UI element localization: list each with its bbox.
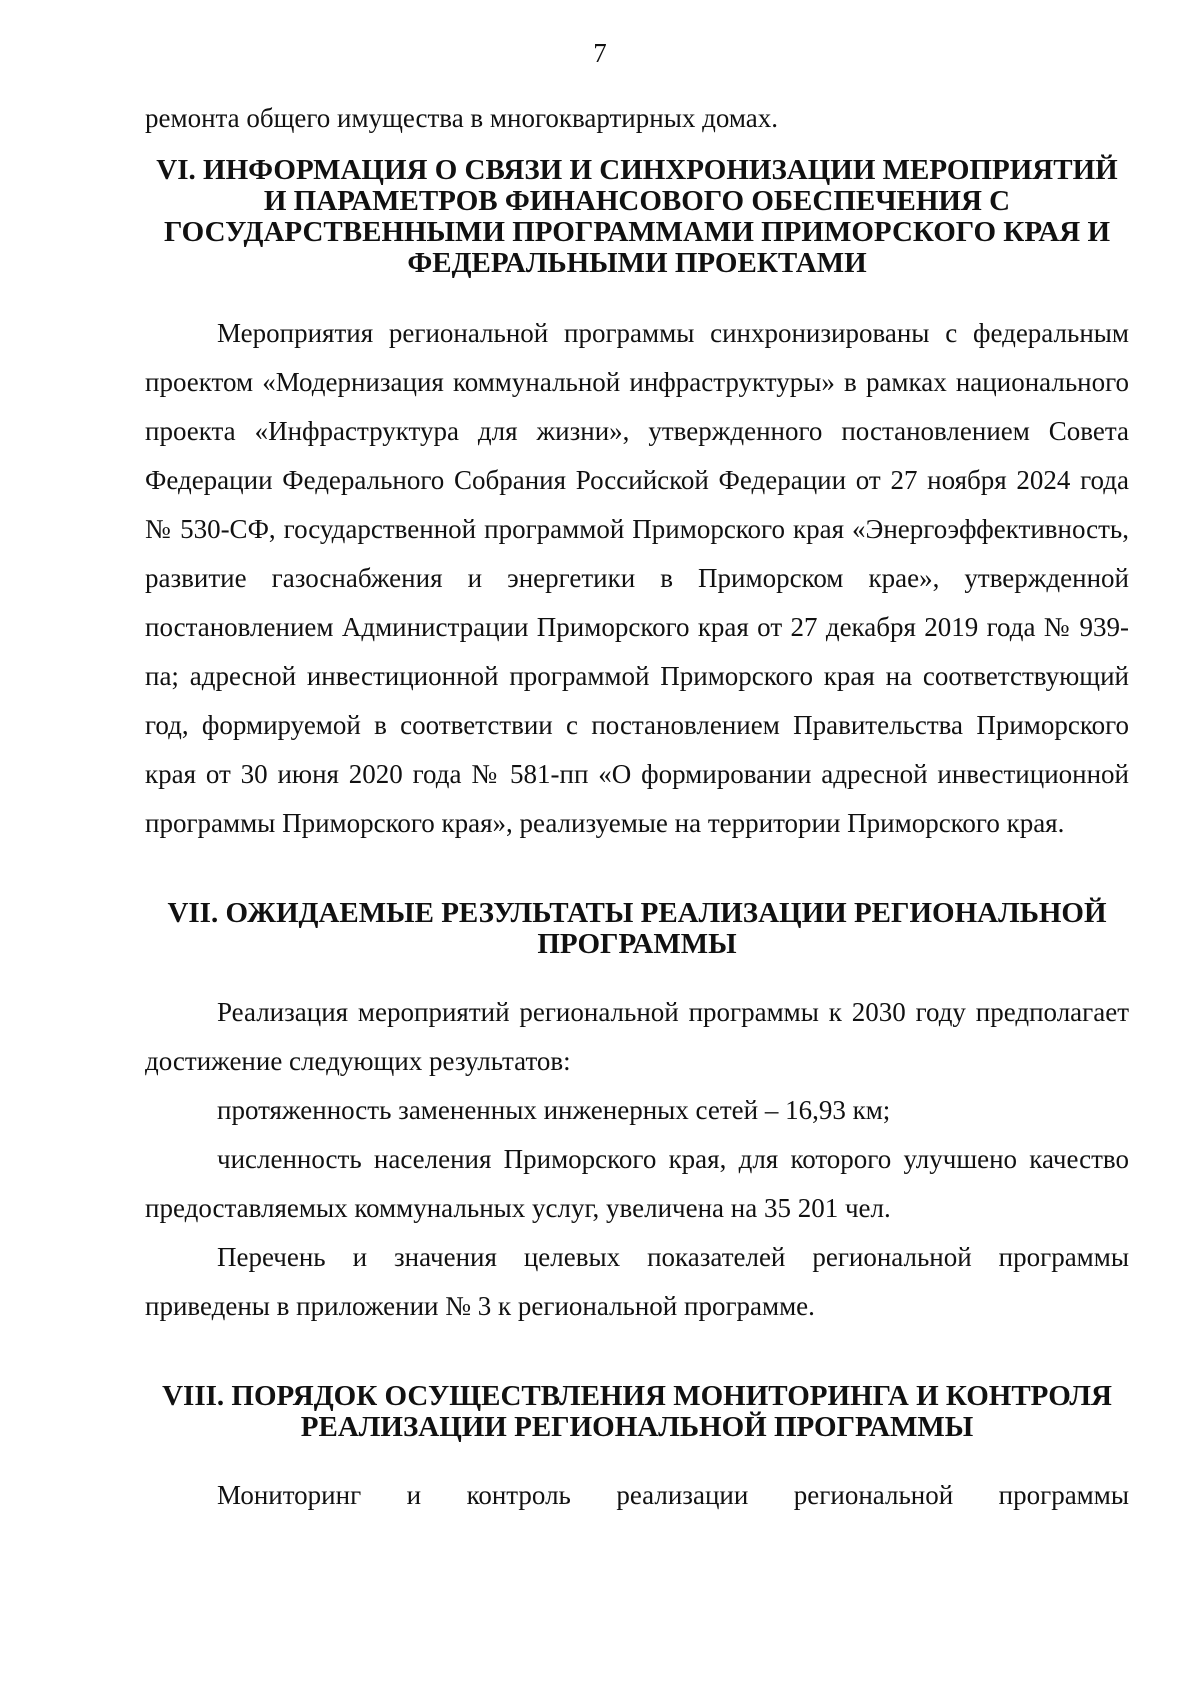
section-8-paragraph: Мониторинг и контроль реализации региональной программы [217,1480,1129,1510]
section-7-intro: Реализация мероприятий региональной программы к 2030 году предполагает достижение следующих результатов: [145,997,1129,1076]
section-7-closing: Перечень и значения целевых показателей региональной программы приведены в приложении № 3 к региональной программе. [145,1242,1129,1321]
section-6-paragraph: Мероприятия региональной программы синхронизированы с федеральным проектом «Модернизация коммунальной инфраструктуры» в рамках национального проекта «Инфраструктура для жизни», утвержденного постановлением Совета Федерации Федерального Собрания Российской Федерации от 27 ноября 2024 года № 530-СФ, государственной программой Приморского края «Энергоэффективность, развитие газоснабжения и энергетики в Приморском крае», утвержденной постановлением Администрации Приморского края от 27 декабря 2019 года № 939-па; адресной инвестиционной программой Приморского края на соответствующий год, формируемой в соответствии с постановлением Правительства Приморского края от 30 июня 2020 года № 581-пп «О формировании адресной инвестиционной программы Приморского края», реализуемые на территории Приморского края. [145,318,1129,838]
page-content [145,94,1129,1520]
continuation-text: ремонта общего имущества в многоквартирных домах. [145,103,778,133]
section-8-heading: VIII. ПОРЯДОК ОСУЩЕСТВЛЕНИЯ МОНИТОРИНГА И КОНТРОЛЯ РЕАЛИЗАЦИИ РЕГИОНАЛЬНОЙ ПРОГРАММЫ [162,1380,1112,1443]
section-7-result-population: численность населения Приморского края, для которого улучшено качество предоставляемых коммунальных услуг, увеличена на 35 201 чел. [145,1144,1129,1223]
section-6-heading: VI. ИНФОРМАЦИЯ О СВЯЗИ И СИНХРОНИЗАЦИИ МЕРОПРИЯТИЙ И ПАРАМЕТРОВ ФИНАНСОВОГО ОБЕСПЕЧЕНИЯ С ГОСУДАРСТВЕННЫМИ ПРОГРАММАМИ ПРИМОРСКОГО КРАЯ И ФЕДЕРАЛЬНЫМИ ПРОЕКТАМИ [156,154,1118,279]
section-7-result-networks: протяженность замененных инженерных сетей – 16,93 км; [217,1095,891,1125]
page-number: 7 [593,38,607,68]
section-7-heading: VII. ОЖИДАЕМЫЕ РЕЗУЛЬТАТЫ РЕАЛИЗАЦИИ РЕГИОНАЛЬНОЙ ПРОГРАММЫ [167,897,1107,960]
